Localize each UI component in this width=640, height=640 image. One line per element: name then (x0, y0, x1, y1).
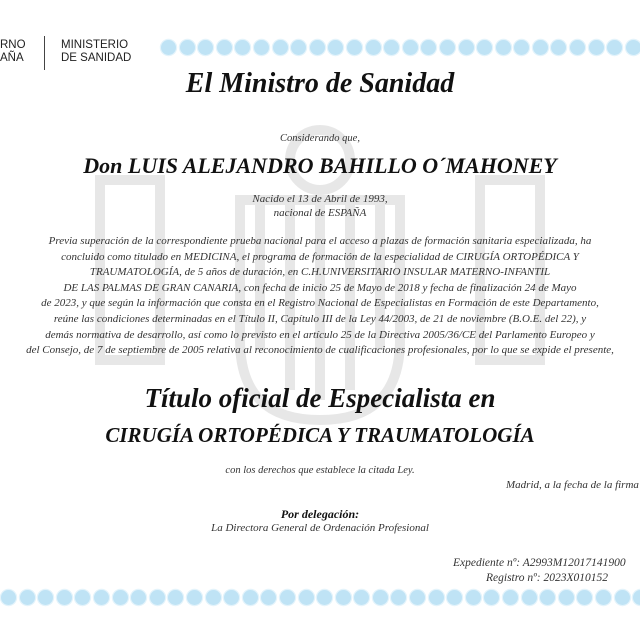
decorative-dot (150, 590, 165, 605)
decorative-dot (291, 40, 306, 55)
decorative-dot (94, 590, 109, 605)
decorative-dot (503, 590, 518, 605)
decorative-dot (514, 40, 529, 55)
decorative-dot (373, 590, 388, 605)
body-line: demás normativa de desarrollo, así como lo previsto en el artículo 25 de la Directiva 2005/36/CE del Parlamento Europeo y (45, 328, 595, 341)
decorative-dot (38, 590, 53, 605)
decorative-dot (235, 40, 250, 55)
decorative-dot (596, 590, 611, 605)
decorative-dot (273, 40, 288, 55)
decorative-dot (310, 40, 325, 55)
government-logo-text (0, 39, 26, 65)
decorative-dot (466, 590, 481, 605)
decorative-dot (20, 590, 35, 605)
decorative-dot (447, 590, 462, 605)
delegation-label: Por delegación: (280, 507, 360, 521)
decorative-dot (477, 40, 492, 55)
decorative-dot (496, 40, 511, 55)
decorative-dot (522, 590, 537, 605)
decorative-dot (440, 40, 455, 55)
logo-line: DE SANIDAD (61, 52, 132, 64)
file-number: Expediente nº: A2993M12017141900 (453, 557, 626, 569)
decorative-dot (224, 590, 239, 605)
decorative-dot (533, 40, 548, 55)
decorative-dot (626, 40, 640, 55)
decorative-dot (615, 590, 630, 605)
body-line: concluido como titulado en MEDICINA, el programa de formación de la especialidad de CIRUGÍA ORTOPÉDICA Y (61, 250, 579, 263)
signatory: La Directora General de Ordenación Profesional (211, 522, 429, 534)
decorative-dot (1, 590, 16, 605)
decorative-dot (187, 590, 202, 605)
specialty-title: CIRUGÍA ORTOPÉDICA Y TRAUMATOLOGÍA (105, 423, 535, 447)
decorative-dot (336, 590, 351, 605)
decorative-dot (633, 590, 640, 605)
decorative-dot (328, 40, 343, 55)
body-line: TRAUMATOLOGÍA, de 5 años de duración, en C.H.UNIVERSITARIO INSULAR MATERNO-INFANTIL (89, 266, 551, 279)
decorative-dot (429, 590, 444, 605)
decorative-dot (75, 590, 90, 605)
decorative-dot-border-top (161, 40, 640, 55)
decorative-dot (540, 590, 555, 605)
decorative-dot (299, 590, 314, 605)
decorative-dot (589, 40, 604, 55)
decorative-dot (161, 40, 176, 55)
decorative-dot (607, 40, 622, 55)
decorative-dot (180, 40, 195, 55)
nationality-line: nacional de ESPAÑA (273, 207, 367, 219)
degree-title: Título oficial de Especialista en (144, 383, 496, 413)
place-date: Madrid, a la fecha de la firma (506, 479, 639, 491)
decorative-dot (347, 40, 362, 55)
decorative-dot (391, 590, 406, 605)
decorative-dot (261, 590, 276, 605)
decorative-dot (384, 40, 399, 55)
logo-line: AÑA (0, 52, 24, 64)
decorative-dot (403, 40, 418, 55)
decorative-dot (168, 590, 183, 605)
rights-text: con los derechos que establece la citada Ley. (225, 465, 415, 476)
decorative-dot (206, 590, 221, 605)
decorative-dot (354, 590, 369, 605)
decorative-dot (57, 590, 72, 605)
decorative-dot (131, 590, 146, 605)
logo-line: MINISTERIO (61, 39, 129, 51)
body-line: DE LAS PALMAS DE GRAN CANARIA, con fecha de inicio 25 de Mayo de 2018 y fecha de finalización 24 de Mayo (63, 281, 577, 294)
ministry-logo-text (61, 39, 131, 65)
body-line: del Consejo, de 7 de septiembre de 2005 relativa al reconocimiento de cualificaciones profesionales, por lo que se expide el presente, (26, 344, 614, 357)
document-title: El Ministro de Sanidad (185, 68, 455, 99)
body-line: Previa superación de la correspondiente prueba nacional para el acceso a plazas de formación sanitaria especializada, ha (48, 235, 592, 247)
decorative-dot (113, 590, 128, 605)
decorative-dot (570, 40, 585, 55)
logo-divider (44, 36, 45, 70)
decorative-dot (254, 40, 269, 55)
logo-line: RNO (0, 39, 26, 51)
decorative-dot (317, 590, 332, 605)
decorative-dot (198, 40, 213, 55)
birth-line: Nacido el 13 de Abril de 1993, (252, 193, 388, 205)
decorative-dot (410, 590, 425, 605)
decorative-dot (551, 40, 566, 55)
decorative-dot (421, 40, 436, 55)
registry-number: Registro nº: 2023X010152 (486, 572, 608, 584)
decorative-dot (243, 590, 258, 605)
decorative-dot (484, 590, 499, 605)
decorative-dot (577, 590, 592, 605)
considering-text: Considerando que, (280, 133, 360, 144)
decorative-dot (366, 40, 381, 55)
decorative-dot (559, 590, 574, 605)
decorative-dot (217, 40, 232, 55)
decorative-dot (459, 40, 474, 55)
decorative-dot (280, 590, 295, 605)
recipient-name: Don LUIS ALEJANDRO BAHILLO O´MAHONEY (83, 153, 557, 178)
decorative-dot-border-bottom (1, 590, 640, 605)
body-line: de 2023, y que según la información que consta en el Registro Nacional de Especialistas en Formación de este Departamento, (41, 297, 599, 310)
body-line: reúne las condiciones determinadas en el Título II, Capítulo III de la Ley 44/2003, de 21 de noviembre (B.O.E. del 22), y (53, 312, 587, 325)
certificate-body (0, 234, 640, 359)
